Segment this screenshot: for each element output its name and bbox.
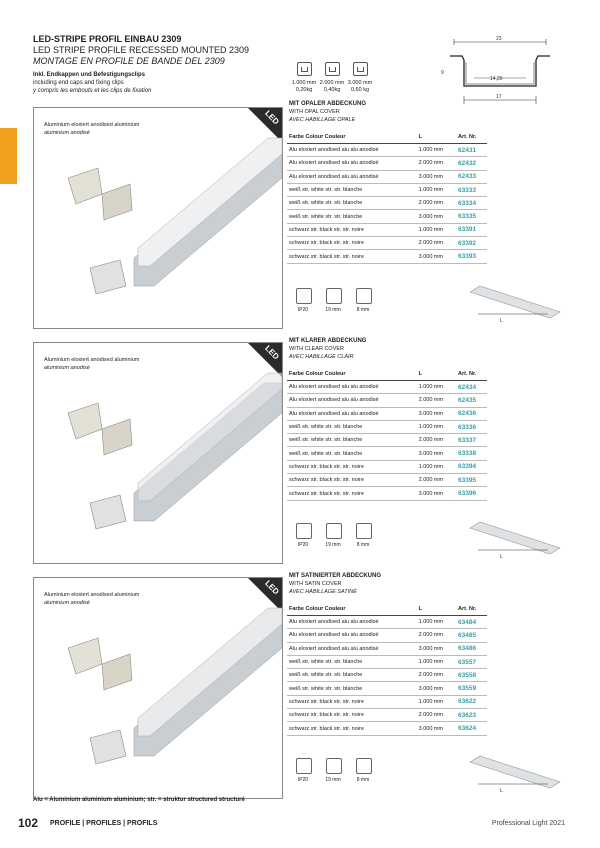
table-row: schwarz str. black str. str. noire 3.000 mm 63393 [287, 250, 487, 263]
width-value: 19 mm [325, 307, 341, 313]
material-label-fr: aluminium anodisé [44, 600, 90, 606]
section-heading-de: MIT KLARER ABDECKUNG [289, 338, 367, 344]
table-row: schwarz str. black str. str. noire 3.000 mm 63396 [287, 487, 487, 500]
col-length: L [417, 131, 456, 144]
weight-icon [325, 62, 340, 76]
footer-brand: Professional Light 2021 [491, 820, 565, 827]
profile-length-sketch [468, 284, 564, 324]
col-art-nr: Art. Nr. [456, 131, 487, 144]
footnote: Alu = Aluminium aluminium aluminium; str. = struktur structured structuré [33, 797, 245, 803]
height-value: 8 mm [356, 777, 370, 783]
weight-length: 2.000 mm [319, 80, 345, 86]
height-icon [356, 523, 372, 539]
drawing-height-label: 9 [441, 70, 444, 76]
table-row: weiß str. white str. str. blanche 2.000 mm 63337 [287, 434, 487, 447]
table-row: weiß str. white str. str. blanche 1.000 mm 63557 [287, 655, 487, 668]
table-row: Alu eloxiert anodised alu alu anodisé 3.000 mm 62433 [287, 170, 487, 183]
profile-illustration [34, 343, 282, 563]
page-number: 102 [18, 816, 39, 830]
section-heading-fr: AVEC HABILLAGE CLAIR [289, 354, 354, 360]
weight-icon [297, 62, 312, 76]
height-icon [356, 288, 372, 304]
col-colour: Farbe Colour Couleur [287, 368, 417, 381]
weight-length: 1.000 mm [291, 80, 317, 86]
table-row: weiß str. white str. str. blanche 1.000 mm 63333 [287, 183, 487, 196]
height-value: 8 mm [356, 307, 370, 313]
title-fr: MONTAGE EN PROFILE DE BANDE DEL 2309 [33, 56, 225, 66]
profile-length-sketch [468, 754, 564, 794]
spec-table-opal [287, 131, 487, 264]
title-en: LED STRIPE PROFILE RECESSED MOUNTED 2309 [33, 45, 250, 55]
includes-fr: y compris les embouts et les clips de fixation [33, 88, 152, 94]
table-row: schwarz str. black str. str. noire 3.000 mm 63624 [287, 722, 487, 735]
height-icon [356, 758, 372, 774]
col-colour: Farbe Colour Couleur [287, 131, 417, 144]
drawing-bottom-label: 17 [496, 94, 502, 100]
product-image-satin [33, 577, 283, 799]
table-row: Alu eloxiert anodised alu alu anodisé 2.000 mm 62435 [287, 394, 487, 407]
width-icon [326, 288, 342, 304]
table-row: Alu eloxiert anodised alu alu anodisé 1.000 mm 62434 [287, 381, 487, 394]
table-row: weiß str. white str. str. blanche 3.000 mm 63559 [287, 682, 487, 695]
product-image-clear [33, 342, 283, 564]
section-heading-en: WITH OPAL COVER [289, 109, 340, 115]
led-badge-text: LED [263, 343, 281, 362]
table-row: schwarz str. black str. str. noire 1.000 mm 63622 [287, 695, 487, 708]
section-heading-en: WITH CLEAR COVER [289, 346, 345, 352]
weight-length: 3.000 mm [347, 80, 373, 86]
table-row: Alu eloxiert anodised alu alu anodisé 3.000 mm 63486 [287, 642, 487, 655]
width-icon [326, 523, 342, 539]
col-length: L [417, 368, 456, 381]
table-row: schwarz str. black str. str. noire 2.000 mm 63623 [287, 709, 487, 722]
width-icon [326, 758, 342, 774]
weight-value: 0,20kg [295, 87, 313, 93]
col-colour: Farbe Colour Couleur [287, 603, 417, 616]
table-row: weiß str. white str. str. blanche 3.000 mm 63335 [287, 210, 487, 223]
ip-rating-icon [296, 758, 312, 774]
table-row: Alu eloxiert anodised alu alu anodisé 1.000 mm 63484 [287, 616, 487, 629]
footer-category: PROFILE | PROFILES | PROFILS [50, 820, 158, 827]
profile-illustration [34, 108, 282, 328]
profile-cross-section-drawing [441, 34, 566, 122]
table-row: Alu eloxiert anodised alu alu anodisé 1.000 mm 62431 [287, 144, 487, 157]
includes-en: including end caps and fixing clips [33, 80, 124, 86]
table-row: schwarz str. black str. str. noire 1.000 mm 63394 [287, 460, 487, 473]
weight-value: 0,40kg [323, 87, 341, 93]
product-image-opal [33, 107, 283, 329]
material-label: Aluminium eloxiert anodised aluminium [44, 122, 140, 128]
width-value: 19 mm [325, 542, 341, 548]
width-value: 19 mm [325, 777, 341, 783]
spec-table-clear [287, 368, 487, 501]
includes-de: Inkl. Endkappen und Befestigungsclips [33, 72, 146, 78]
material-label-fr: aluminium anodisé [44, 365, 90, 371]
section-heading-fr: AVEC HABILLAGE SATINÉ [289, 589, 357, 595]
table-row: weiß str. white str. str. blanche 3.000 mm 63338 [287, 447, 487, 460]
spec-table-satin [287, 603, 487, 736]
ip-rating-icon [296, 288, 312, 304]
table-row: Alu eloxiert anodised alu alu anodisé 2.000 mm 63485 [287, 629, 487, 642]
table-row: weiß str. white str. str. blanche 2.000 mm 63334 [287, 197, 487, 210]
drawing-width-label: 23 [496, 36, 502, 42]
length-label: L [500, 554, 503, 560]
profile-length-sketch [468, 520, 564, 560]
table-row: Alu eloxiert anodised alu alu anodisé 3.000 mm 62436 [287, 407, 487, 420]
section-heading-fr: AVEC HABILLAGE OPALE [289, 117, 356, 123]
col-length: L [417, 603, 456, 616]
title-de: LED-STRIPE PROFIL EINBAU 2309 [33, 34, 182, 44]
height-value: 8 mm [356, 542, 370, 548]
material-label-fr: aluminium anodisé [44, 130, 90, 136]
length-label: L [500, 318, 503, 324]
length-label: L [500, 788, 503, 794]
orange-section-tab [0, 128, 17, 184]
col-art-nr: Art. Nr. [456, 603, 487, 616]
drawing-inner-label: 14,20 [490, 76, 503, 82]
col-art-nr: Art. Nr. [456, 368, 487, 381]
table-row: Alu eloxiert anodised alu alu anodisé 2.000 mm 62432 [287, 157, 487, 170]
material-label: Aluminium eloxiert anodised aluminium [44, 592, 140, 598]
led-badge-text: LED [263, 578, 281, 597]
profile-illustration [34, 578, 282, 798]
weight-value: 0,60 kg [350, 87, 370, 93]
table-row: schwarz str. black str. str. noire 2.000 mm 63392 [287, 237, 487, 250]
table-row: weiß str. white str. str. blanche 2.000 mm 63558 [287, 669, 487, 682]
section-heading-de: MIT SATINIERTER ABDECKUNG [289, 573, 381, 579]
material-label: Aluminium eloxiert anodised aluminium [44, 357, 140, 363]
weight-icon [353, 62, 368, 76]
ip-rating-icon [296, 523, 312, 539]
ip-rating: IP20 [297, 777, 309, 783]
ip-rating: IP20 [297, 542, 309, 548]
section-heading-de: MIT OPALER ABDECKUNG [289, 101, 366, 107]
led-badge-text: LED [263, 108, 281, 127]
table-row: schwarz str. black str. str. noire 2.000 mm 63395 [287, 474, 487, 487]
ip-rating: IP20 [297, 307, 309, 313]
section-heading-en: WITH SATIN COVER [289, 581, 342, 587]
table-row: schwarz str. black str. str. noire 1.000 mm 63391 [287, 223, 487, 236]
table-row: weiß str. white str. str. blanche 1.000 mm 63336 [287, 420, 487, 433]
